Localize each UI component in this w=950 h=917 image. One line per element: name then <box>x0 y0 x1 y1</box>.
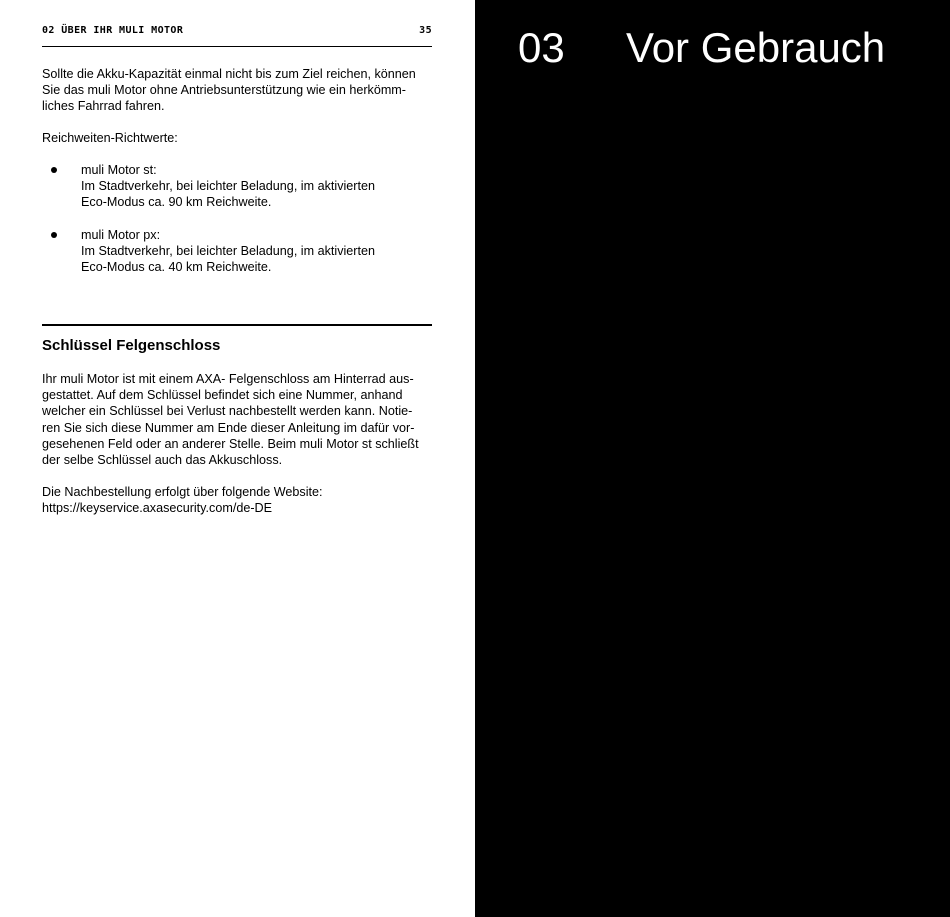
range-list <box>42 162 432 292</box>
chapter-title: Vor Gebrauch <box>626 24 886 71</box>
lock-line: welcher ein Schlüssel bei Verlust nachbestellt werden kann. Notie- <box>42 404 413 419</box>
list-item-title: muli Motor st: <box>81 163 157 177</box>
reorder-paragraph <box>42 484 432 516</box>
lock-line: Ihr muli Motor ist mit einem AXA- Felgenschloss am Hinterrad aus- <box>42 372 414 386</box>
list-item-title: muli Motor px: <box>81 227 161 242</box>
lock-line: gesehenen Feld oder an anderer Stelle. Beim muli Motor st schließt <box>42 436 419 451</box>
lock-line: der selbe Schlüssel auch das Akkuschloss. <box>42 453 283 468</box>
chapter-number: 03 <box>518 24 565 71</box>
intro-paragraph <box>42 66 432 115</box>
list-item <box>42 162 432 211</box>
intro-line: Sollte die Akku-Kapazität einmal nicht bis zum Ziel reichen, können <box>42 67 416 81</box>
intro-line: liches Fahrrad fahren. <box>42 99 165 114</box>
header-divider <box>42 46 432 47</box>
list-item-text: Eco-Modus ca. 90 km Reichweite. <box>81 195 272 210</box>
page-number: 35 <box>419 25 432 36</box>
bullet-icon <box>51 232 57 238</box>
section-title: Schlüssel Felgenschloss <box>42 337 221 354</box>
right-page <box>475 0 950 917</box>
lock-line: gestattet. Auf dem Schlüssel befindet sich eine Nummer, anhand <box>42 388 403 403</box>
list-item-text: Im Stadtverkehr, bei leichter Beladung, im aktivierten <box>81 244 375 258</box>
reorder-line: Die Nachbestellung erfolgt über folgende Website: <box>42 485 323 499</box>
section-divider <box>42 324 432 326</box>
list-item-text: Eco-Modus ca. 40 km Reichweite. <box>81 260 272 275</box>
bullet-icon <box>51 167 57 173</box>
lock-paragraph <box>42 371 432 468</box>
intro-line: Sie das muli Motor ohne Antriebsunterstützung wie ein herkömm- <box>42 83 406 98</box>
range-label: Reichweiten-Richtwerte: <box>42 131 178 145</box>
list-item <box>42 227 432 276</box>
list-item-text: Im Stadtverkehr, bei leichter Beladung, im aktivierten <box>81 179 375 194</box>
lock-line: ren Sie sich diese Nummer am Ende dieser Anleitung im dafür vor- <box>42 420 415 435</box>
running-head-section: 02 ÜBER IHR MULI MOTOR <box>42 25 184 36</box>
reorder-url: https://keyservice.axasecurity.com/de-DE <box>42 501 273 516</box>
running-head <box>42 25 432 45</box>
